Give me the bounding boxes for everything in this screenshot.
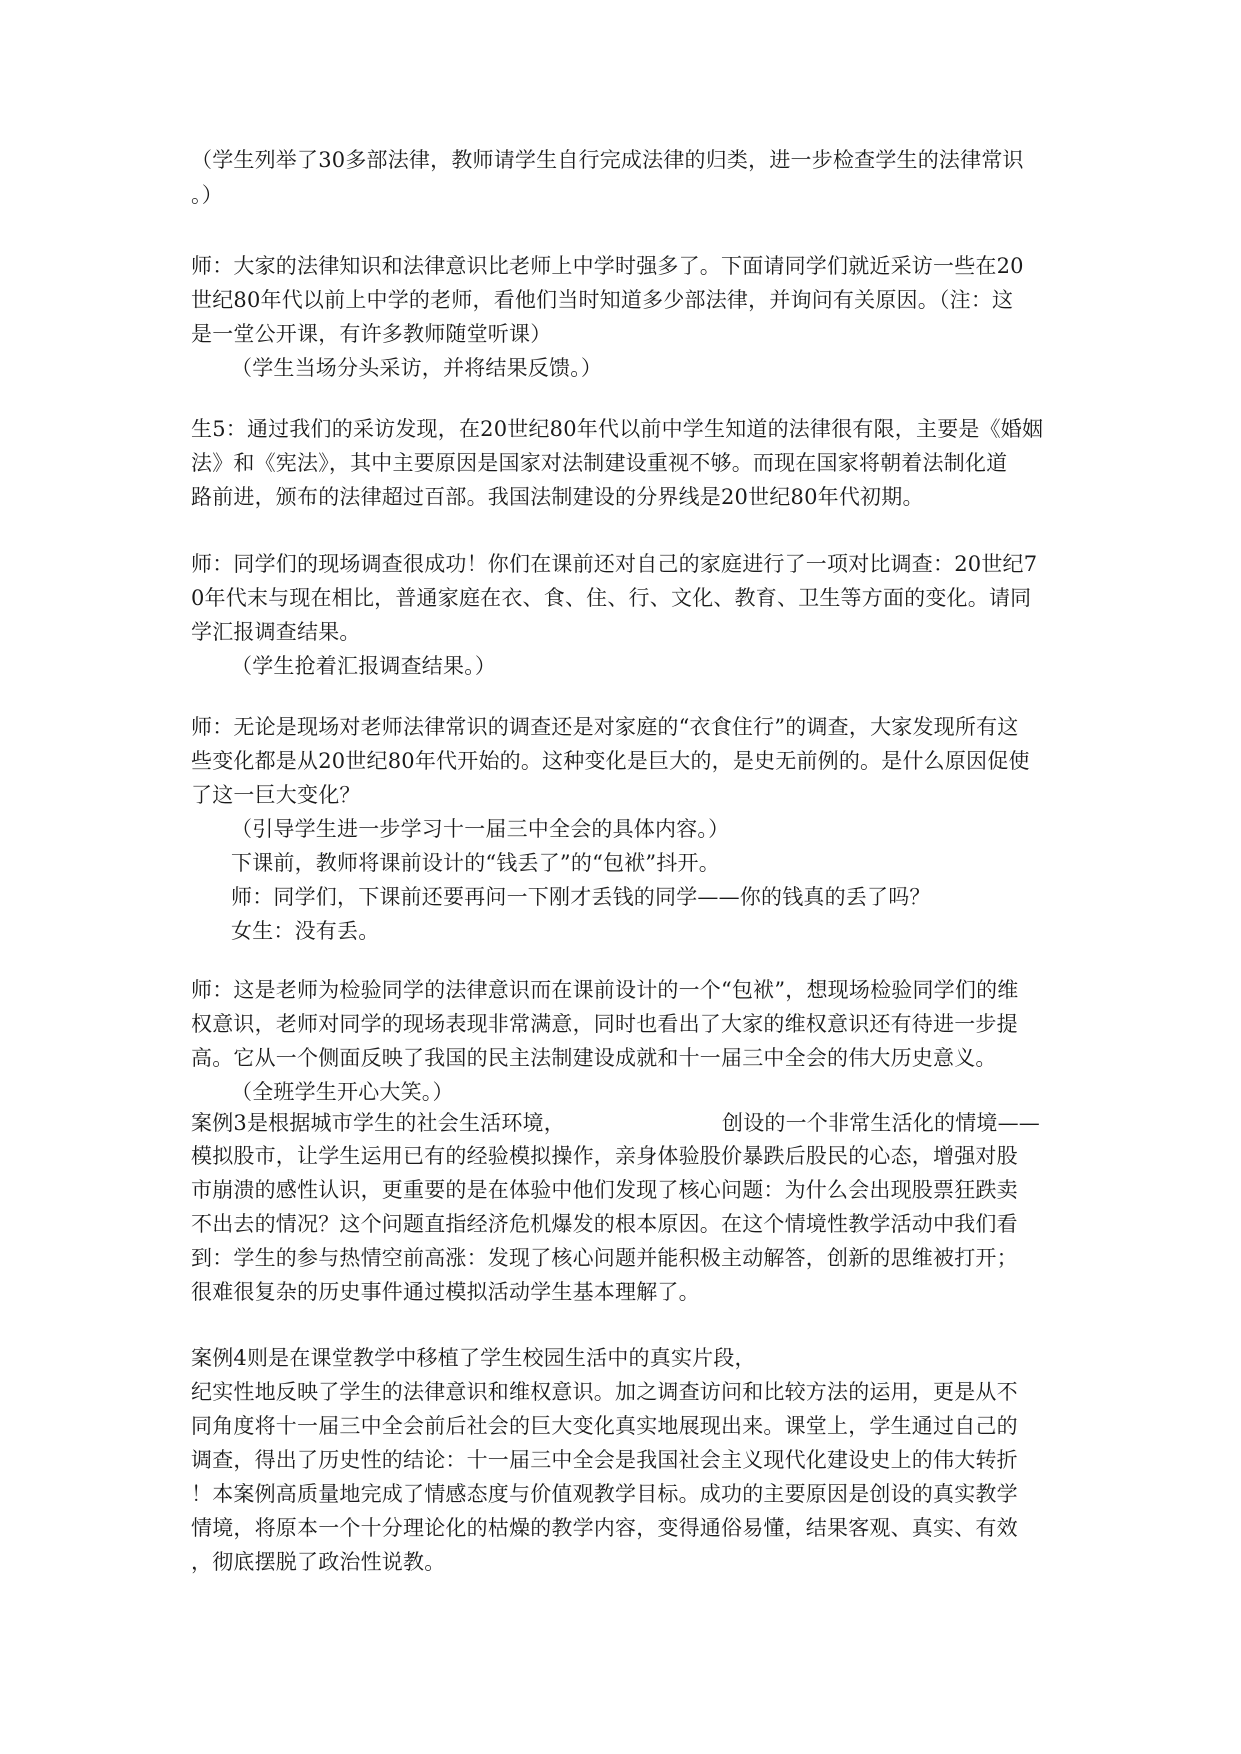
text-line: 案例4则是在课堂教学中移植了学生校园生活中的真实片段，: [191, 1346, 756, 1370]
text-line: （学生列举了30多部法律，教师请学生自行完成法律的归类，进一步检查学生的法律常识: [191, 148, 1024, 172]
text-line: 调查，得出了历史性的结论：十一届三中全会是我国社会主义现代化建设史上的伟大转折: [191, 1448, 1018, 1472]
text-line: （引导学生进一步学习十一届三中全会的具体内容。）: [231, 817, 730, 841]
text-line: 创设的一个非常生活化的情境——: [722, 1111, 1040, 1135]
text-line: 女生：没有丢。: [231, 919, 380, 943]
text-line: 是一堂公开课，有许多教师随堂听课）: [191, 322, 552, 346]
text-line: 同角度将十一届三中全会前后社会的巨大变化真实地展现出来。课堂上，学生通过自己的: [191, 1414, 1018, 1438]
text-line: （学生抢着汇报调查结果。）: [231, 654, 497, 678]
text-line: 案例3是根据城市学生的社会生活环境，: [191, 1111, 565, 1135]
text-line: 模拟股市，让学生运用已有的经验模拟操作，亲身体验股价暴跌后股民的心态，增强对股: [191, 1144, 1018, 1168]
text-line: 些变化都是从20世纪80年代开始的。这种变化是巨大的，是史无前例的。是什么原因促使: [191, 749, 1030, 773]
text-line: 权意识，老师对同学的现场表现非常满意，同时也看出了大家的维权意识还有待进一步提: [191, 1012, 1018, 1036]
text-line: 了这一巨大变化？: [191, 783, 361, 807]
text-line: 高。它从一个侧面反映了我国的民主法制建设成就和十一届三中全会的伟大历史意义。: [191, 1046, 997, 1070]
text-line: 情境，将原本一个十分理论化的枯燥的教学内容，变得通俗易懂，结果客观、真实、有效: [191, 1516, 1018, 1540]
text-line: 路前进，颁布的法律超过百部。我国法制建设的分界线是20世纪80年代初期。: [191, 485, 924, 509]
text-line: ，彻底摆脱了政治性说教。: [191, 1550, 446, 1574]
text-line: 到：学生的参与热情空前高涨：发现了核心问题并能积极主动解答，创新的思维被打开；: [191, 1246, 1018, 1270]
text-line: 。）: [191, 183, 223, 207]
text-line: 下课前，教师将课前设计的“钱丢了”的“包袱”抖开。: [231, 851, 720, 875]
text-line: 师：同学们的现场调查很成功！你们在课前还对自己的家庭进行了一项对比调查：20世纪7: [191, 552, 1038, 576]
text-line: ！本案例高质量地完成了情感态度与价值观教学目标。成功的主要原因是创设的真实教学: [191, 1482, 1018, 1506]
text-line: 学汇报调查结果。: [191, 620, 361, 644]
text-line: 法》和《宪法》，其中主要原因是国家对法制建设重视不够。而现在国家将朝着法制化道: [191, 451, 1008, 475]
text-line: 世纪80年代以前上中学的老师，看他们当时知道多少部法律，并询问有关原因。（注：这: [191, 288, 1014, 312]
text-line: 师：无论是现场对老师法律常识的调查还是对家庭的“衣食住行”的调查，大家发现所有这: [191, 715, 1019, 739]
text-line: 生5：通过我们的采访发现，在20世纪80年代以前中学生知道的法律很有限，主要是《婚姻: [191, 417, 1044, 441]
text-line: （全班学生开心大笑。）: [231, 1080, 454, 1104]
text-line: 师：同学们，下课前还要再问一下刚才丢钱的同学——你的钱真的丢了吗？: [231, 885, 931, 909]
text-line: 不出去的情况？这个问题直指经济危机爆发的根本原因。在这个情境性教学活动中我们看: [191, 1212, 1018, 1236]
text-line: 市崩溃的感性认识，更重要的是在体验中他们发现了核心问题：为什么会出现股票狂跌卖: [191, 1178, 1018, 1202]
text-line: 师：大家的法律知识和法律意识比老师上中学时强多了。下面请同学们就近采访一些在20: [191, 254, 1024, 278]
text-line: 纪实性地反映了学生的法律意识和维权意识。加之调查访问和比较方法的运用，更是从不: [191, 1380, 1018, 1404]
text-line: 0年代末与现在相比，普通家庭在衣、食、住、行、文化、教育、卫生等方面的变化。请同: [191, 586, 1032, 610]
text-line: 师：这是老师为检验同学的法律意识而在课前设计的一个“包袱”，想现场检验同学们的维: [191, 978, 1019, 1002]
text-line: （学生当场分头采访，并将结果反馈。）: [231, 356, 603, 380]
text-line: 很难很复杂的历史事件通过模拟活动学生基本理解了。: [191, 1280, 700, 1304]
